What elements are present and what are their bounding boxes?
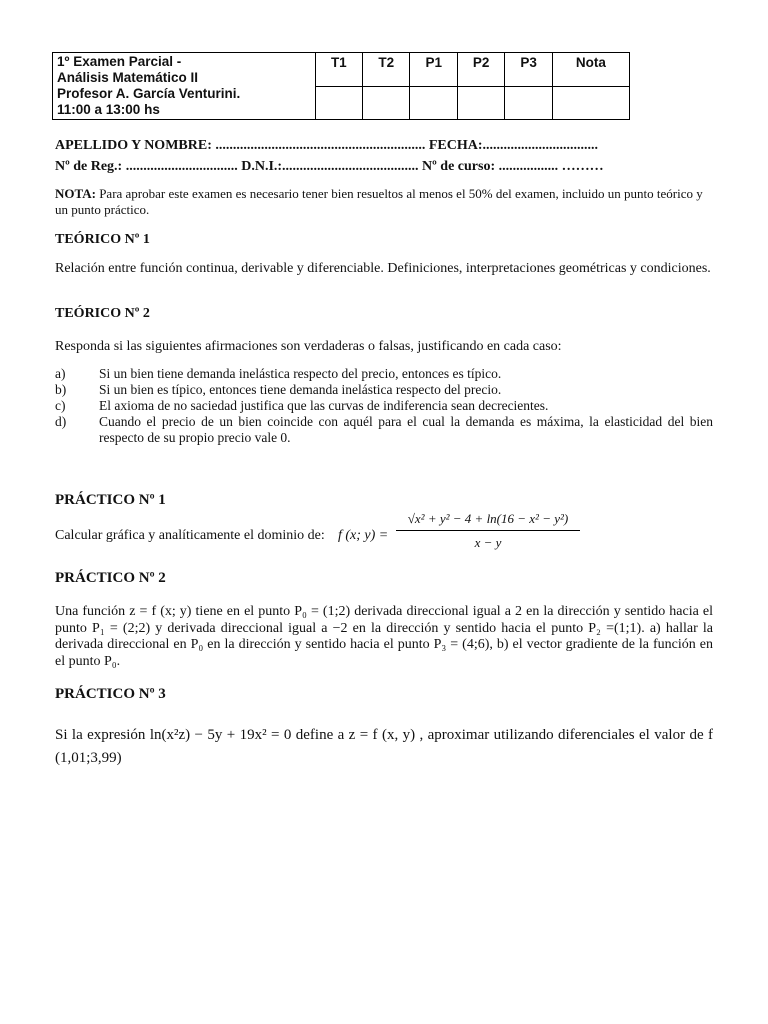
teorico2-heading: TEÓRICO Nº 2 [55,306,150,321]
grade-column-nota: Nota [552,53,629,87]
header-table [52,52,630,120]
exam-title-line: 1º Examen Parcial - [57,54,182,69]
exam-subject-line: Análisis Matemático II [57,70,199,85]
grade-column-p2: P2 [457,53,504,87]
nota-paragraph [55,186,713,218]
practico1-text: Calcular gráfica y analíticamente el dominio de: [55,528,325,543]
practico2-text: Una función z = f (x; y) tiene en el punto P₀ = (1;2) derivada direccional igual a 2 en la dirección y sentido hacia el punto P₁ = (2;2) y derivada direccional igual a −2 en la dirección y sentido hacia el punto P₂ =(1;1). a) hallar la derivada direccional en P₀ en la dirección y sentido hacia el punto P₃ = (4;6), b) el vector gradiente de la función en el punto P₀. [55,604,713,669]
grade-cell-p2 [457,87,504,120]
practico3-text: Si la expresión ln(x²z) − 5y + 19x² = 0 define a z = f (x, y) , aproximar utilizando diferenciales el valor de f (1,01;3,99) [55,727,713,766]
grade-cell-p1 [410,87,457,120]
teorico1-text: Relación entre función continua, derivable y diferenciable. Definiciones, interpretaciones geométricas y condiciones. [55,261,711,276]
list-item-label: c) [55,398,66,413]
student-reg-dni-course-line: Nº de Reg.: ................................ D.N.I.:....................................... Nº de curso: ................. ……… [55,159,604,174]
formula-denominator: x − y [474,535,502,550]
student-name-date-line: APELLIDO Y NOMBRE: ............................................................ FECHA:................................. [55,138,599,153]
teorico2-intro: Responda si las siguientes afirmaciones son verdaderas o falsas, justificando en cada caso: [55,339,562,354]
exam-title-cell [53,53,316,120]
nota-text: Para aprobar este examen es necesario tener bien resueltos al menos el 50% del examen, incluido un punto teórico y un punto práctico. [55,186,703,217]
grade-cell-nota [552,87,629,120]
practico1-heading: PRÁCTICO Nº 1 [55,492,166,508]
grade-cell-t1 [315,87,362,120]
exam-time-line: 11:00 a 13:00 hs [57,102,160,117]
grade-column-p1: P1 [410,53,457,87]
grade-cell-p3 [505,87,552,120]
list-item-text: El axioma de no saciedad justifica que las curvas de indiferencia sean decrecientes. [99,398,549,413]
grade-column-p3: P3 [505,53,552,87]
grade-column-t2: T2 [363,53,410,87]
practico1-formula-fraction [396,511,580,551]
list-item-text: Si un bien es típico, entonces tiene demanda inelástica respecto del precio. [99,382,502,397]
practico1-formula-lhs: f (x; y) = [338,528,389,543]
list-item-label: b) [55,382,67,397]
list-item-label: d) [55,414,67,429]
exam-professor-line: Profesor A. García Venturini. [57,86,241,101]
practico3-heading: PRÁCTICO Nº 3 [55,686,166,702]
nota-label: NOTA: [55,186,96,201]
list-item-label: a) [55,366,66,381]
grade-cell-t2 [363,87,410,120]
practico2-heading: PRÁCTICO Nº 2 [55,570,166,586]
list-item-text: Si un bien tiene demanda inelástica respecto del precio, entonces es típico. [99,366,502,381]
list-item-text: Cuando el precio de un bien coincide con aquél para el cual la demanda es máxima, la elasticidad del bien respecto de su propio precio vale 0. [99,414,713,445]
grade-column-t1: T1 [315,53,362,87]
formula-numerator: √x² + y² − 4 + ln(16 − x² − y²) [396,511,580,531]
teorico1-heading: TEÓRICO Nº 1 [55,232,150,247]
